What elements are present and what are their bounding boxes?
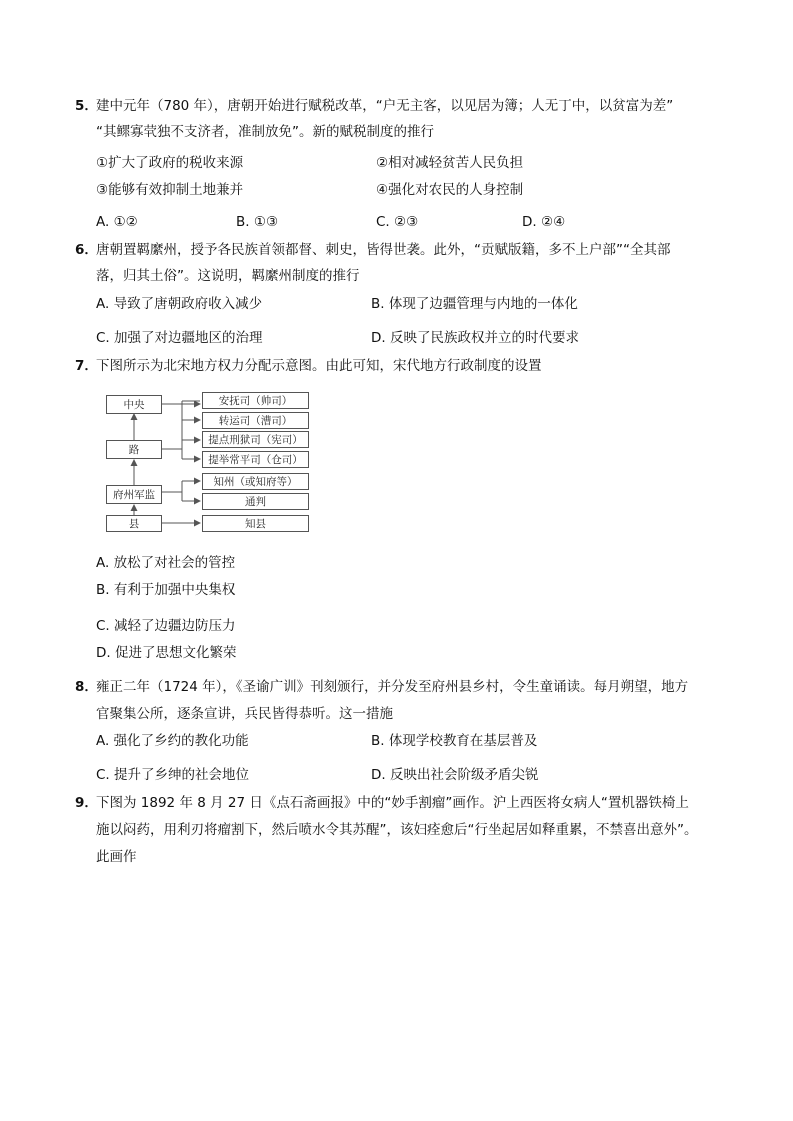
q7-stem-line-1: 下图所示为北宋地方权力分配示意图。由此可知，宋代地方行政制度的设置	[96, 358, 542, 374]
diagram-zhizhou-box: 知州（或知府等）	[202, 473, 309, 490]
q5-stem-line-1: 建中元年（780 年），唐朝开始进行赋税改革，“户无主客，以见居为簿；人无丁中，以贫富为差”	[96, 98, 674, 114]
q7-number: 7．	[75, 358, 98, 374]
q5-item-1: ①扩大了政府的税收来源	[96, 155, 244, 171]
diagram-zhuanyunsi-box: 转运司（漕司）	[202, 412, 309, 429]
q7-option-d: D. 促进了思想文化繁荣	[96, 645, 237, 661]
q8-option-c: C. 提升了乡绅的社会地位	[96, 767, 250, 783]
q8-stem-line-1: 雍正二年（1724 年），《圣谕广训》刊刻颁行，并分发至府州县乡村，令生童诵读。每月朔望，地方	[96, 679, 689, 695]
q6-option-b: B. 体现了边疆管理与内地的一体化	[371, 296, 578, 312]
q8-option-b: B. 体现学校教育在基层普及	[371, 733, 538, 749]
q6-option-c: C. 加强了对边疆地区的治理	[96, 330, 263, 346]
q6-stem-line-2: 落，归其土俗”。这说明，羁縻州制度的推行	[96, 268, 360, 284]
q7-option-a: A. 放松了对社会的管控	[96, 555, 236, 571]
q8-option-d: D. 反映出社会阶级矛盾尖锐	[371, 767, 539, 783]
diagram-central-box: 中央	[106, 395, 162, 414]
diagram-tijuchangpingsi-box: 提举常平司（仓司）	[202, 451, 309, 468]
diagram-tongpan-box: 通判	[202, 493, 309, 510]
q6-stem-line-1: 唐朝置羁縻州，授予各民族首领都督、刺史，皆得世袭。此外，“贡赋版籍，多不上户部”“全其部	[96, 242, 671, 258]
q9-stem-line-3: 此画作	[96, 849, 137, 865]
q6-option-d: D. 反映了民族政权并立的时代要求	[371, 330, 579, 346]
diagram-anfusi-box: 安抚司（帅司）	[202, 392, 309, 409]
q5-option-c: C. ②③	[376, 214, 419, 230]
q5-option-a: A. ①②	[96, 214, 138, 230]
q8-number: 8．	[75, 679, 98, 695]
q8-option-a: A. 强化了乡约的教化功能	[96, 733, 249, 749]
q5-item-2: ②相对减轻贫苦人民负担	[376, 155, 524, 171]
diagram-zhixian-box: 知县	[202, 515, 309, 532]
q7-option-c: C. 减轻了边疆边防压力	[96, 618, 236, 634]
diagram-tidianxingyusi-box: 提点刑狱司（宪司）	[202, 431, 309, 448]
q9-stem-line-2: 施以闷药，用利刃将瘤割下，然后喷水令其苏醒”，该妇痊愈后“行坐起居如释重累，不禁喜出意外”。	[96, 822, 698, 838]
q9-stem-line-1: 下图为 1892 年 8 月 27 日《点石斋画报》中的“妙手割瘤”画作。沪上西医将女病人“置机器铁椅上	[96, 795, 689, 811]
q5-number: 5．	[75, 98, 98, 114]
q8-stem-line-2: 官聚集公所，逐条宣讲，兵民皆得恭听。这一措施	[96, 706, 393, 722]
q6-number: 6．	[75, 242, 98, 258]
diagram-county-box: 县	[106, 515, 162, 532]
q5-stem-line-2: “其鳏寡茕独不支济者，准制放免”。新的赋税制度的推行	[96, 124, 434, 140]
diagram-lu-box: 路	[106, 440, 162, 459]
q5-option-b: B. ①③	[236, 214, 279, 230]
q7-option-b: B. 有利于加强中央集权	[96, 582, 236, 598]
q5-item-4: ④强化对农民的人身控制	[376, 182, 524, 198]
q9-number: 9．	[75, 795, 98, 811]
diagram-prefecture-box: 府州军监	[106, 485, 162, 504]
q6-option-a: A. 导致了唐朝政府收入减少	[96, 296, 263, 312]
q5-item-3: ③能够有效抑制土地兼并	[96, 182, 244, 198]
q5-option-d: D. ②④	[522, 214, 566, 230]
